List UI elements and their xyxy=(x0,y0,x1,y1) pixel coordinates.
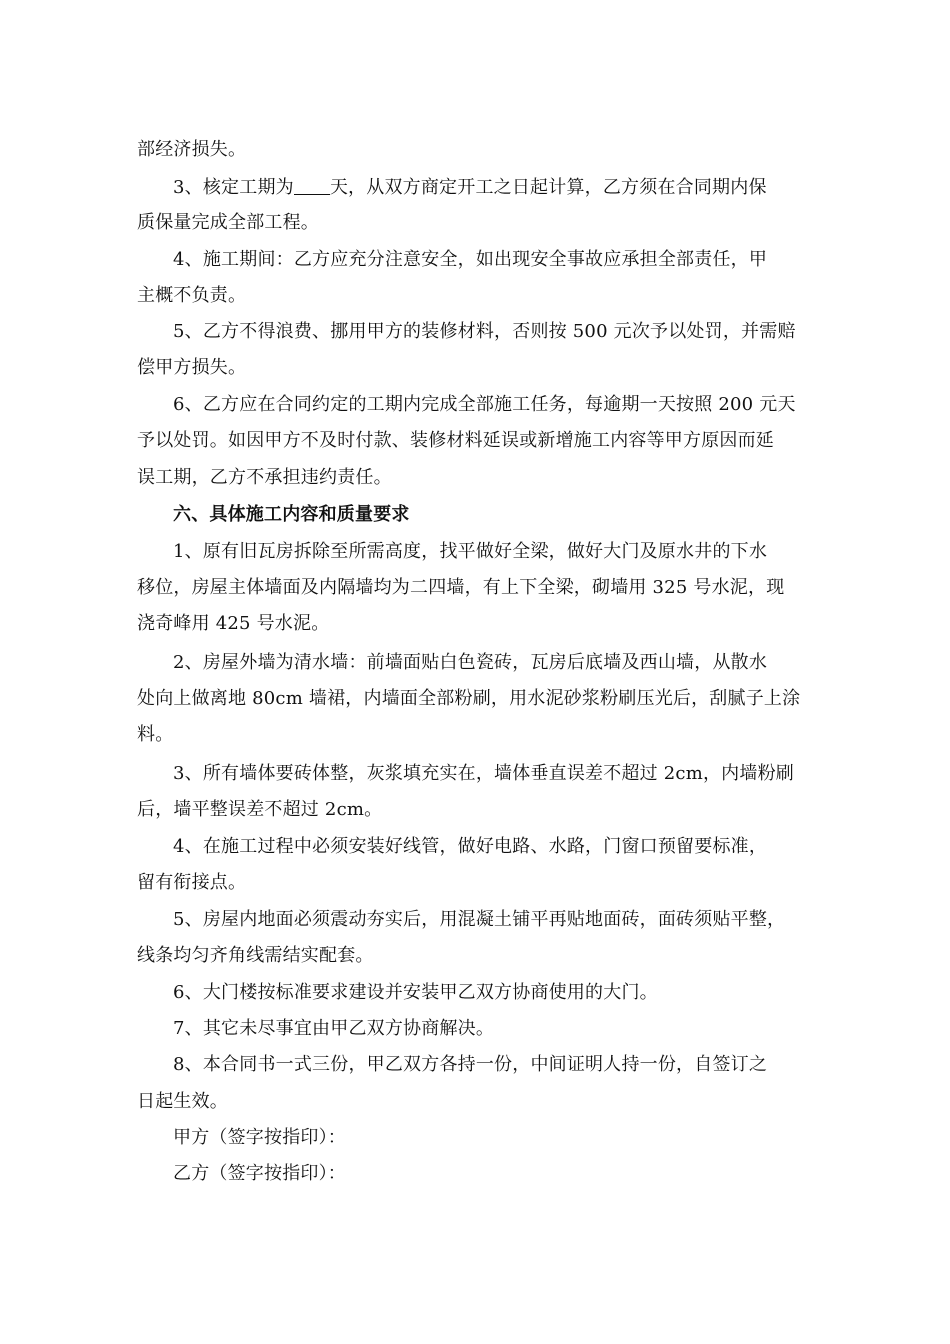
text-line: 5、乙方不得浪费、挪用甲方的装修材料，否则按 500 元次予以处罚，并需赔 xyxy=(173,321,796,342)
text-line: 后，墙平整误差不超过 2cm。 xyxy=(137,799,383,820)
text-line: 留有衔接点。 xyxy=(137,872,247,893)
text-line: 4、在施工过程中必须安装好线管，做好电路、水路，门窗口预留要标准， xyxy=(173,836,768,857)
text-line: 主概不负责。 xyxy=(137,285,247,306)
text-line: 线条均匀齐角线需结实配套。 xyxy=(137,945,374,966)
text-line: 部经济损失。 xyxy=(137,139,247,160)
text-line: 料。 xyxy=(137,724,174,745)
text-line: 7、其它未尽事宜由甲乙双方协商解决。 xyxy=(173,1018,495,1039)
text-line: 偿甲方损失。 xyxy=(137,357,247,378)
text-line: 1、原有旧瓦房拆除至所需高度，找平做好全梁，做好大门及原水井的下水 xyxy=(173,541,768,562)
text-line: 6、大门楼按标准要求建设并安装甲乙双方协商使用的大门。 xyxy=(173,982,658,1003)
text-line: 3、所有墙体要砖体整，灰浆填充实在，墙体垂直误差不超过 2cm，内墙粉刷 xyxy=(173,763,794,784)
text-line: 误工期，乙方不承担违约责任。 xyxy=(137,467,392,488)
text-line: 处向上做离地 80cm 墙裙，内墙面全部粉刷，用水泥砂浆粉刷压光后，刮腻子上涂 xyxy=(137,688,801,709)
text-line: 8、本合同书一式三份，甲乙双方各持一份，中间证明人持一份，自签订之 xyxy=(173,1054,768,1075)
text-line: 移位，房屋主体墙面及内隔墙均为二四墙，有上下全梁，砌墙用 325 号水泥，现 xyxy=(137,577,785,598)
blank-underline xyxy=(294,176,330,195)
section-heading: 六、具体施工内容和质量要求 xyxy=(173,504,410,525)
text-line: 质保量完成全部工程。 xyxy=(137,212,319,233)
clause-3-prefix: 3、核定工期为 xyxy=(173,177,294,198)
signature-party-a: 甲方（签字按指印）： xyxy=(173,1127,346,1148)
text-line: 2、房屋外墙为清水墙：前墙面贴白色瓷砖，瓦房后底墙及西山墙，从散水 xyxy=(173,652,768,673)
text-line: 6、乙方应在合同约定的工期内完成全部施工任务，每逾期一天按照 200 元天 xyxy=(173,394,796,415)
text-line: 日起生效。 xyxy=(137,1091,228,1112)
clause-3-line-1 xyxy=(173,176,863,200)
text-line: 予以处罚。如因甲方不及时付款、装修材料延误或新增施工内容等甲方原因而延 xyxy=(137,430,774,451)
text-line: 5、房屋内地面必须震动夯实后，用混凝土铺平再贴地面砖，面砖须贴平整， xyxy=(173,909,786,930)
text-line: 4、施工期间：乙方应充分注意安全，如出现安全事故应承担全部责任，甲 xyxy=(173,249,768,270)
text-line: 浇奇峰用 425 号水泥。 xyxy=(137,613,330,634)
clause-3-suffix: 天，从双方商定开工之日起计算，乙方须在合同期内保 xyxy=(329,177,767,198)
signature-party-b: 乙方（签字按指印）： xyxy=(173,1163,346,1184)
